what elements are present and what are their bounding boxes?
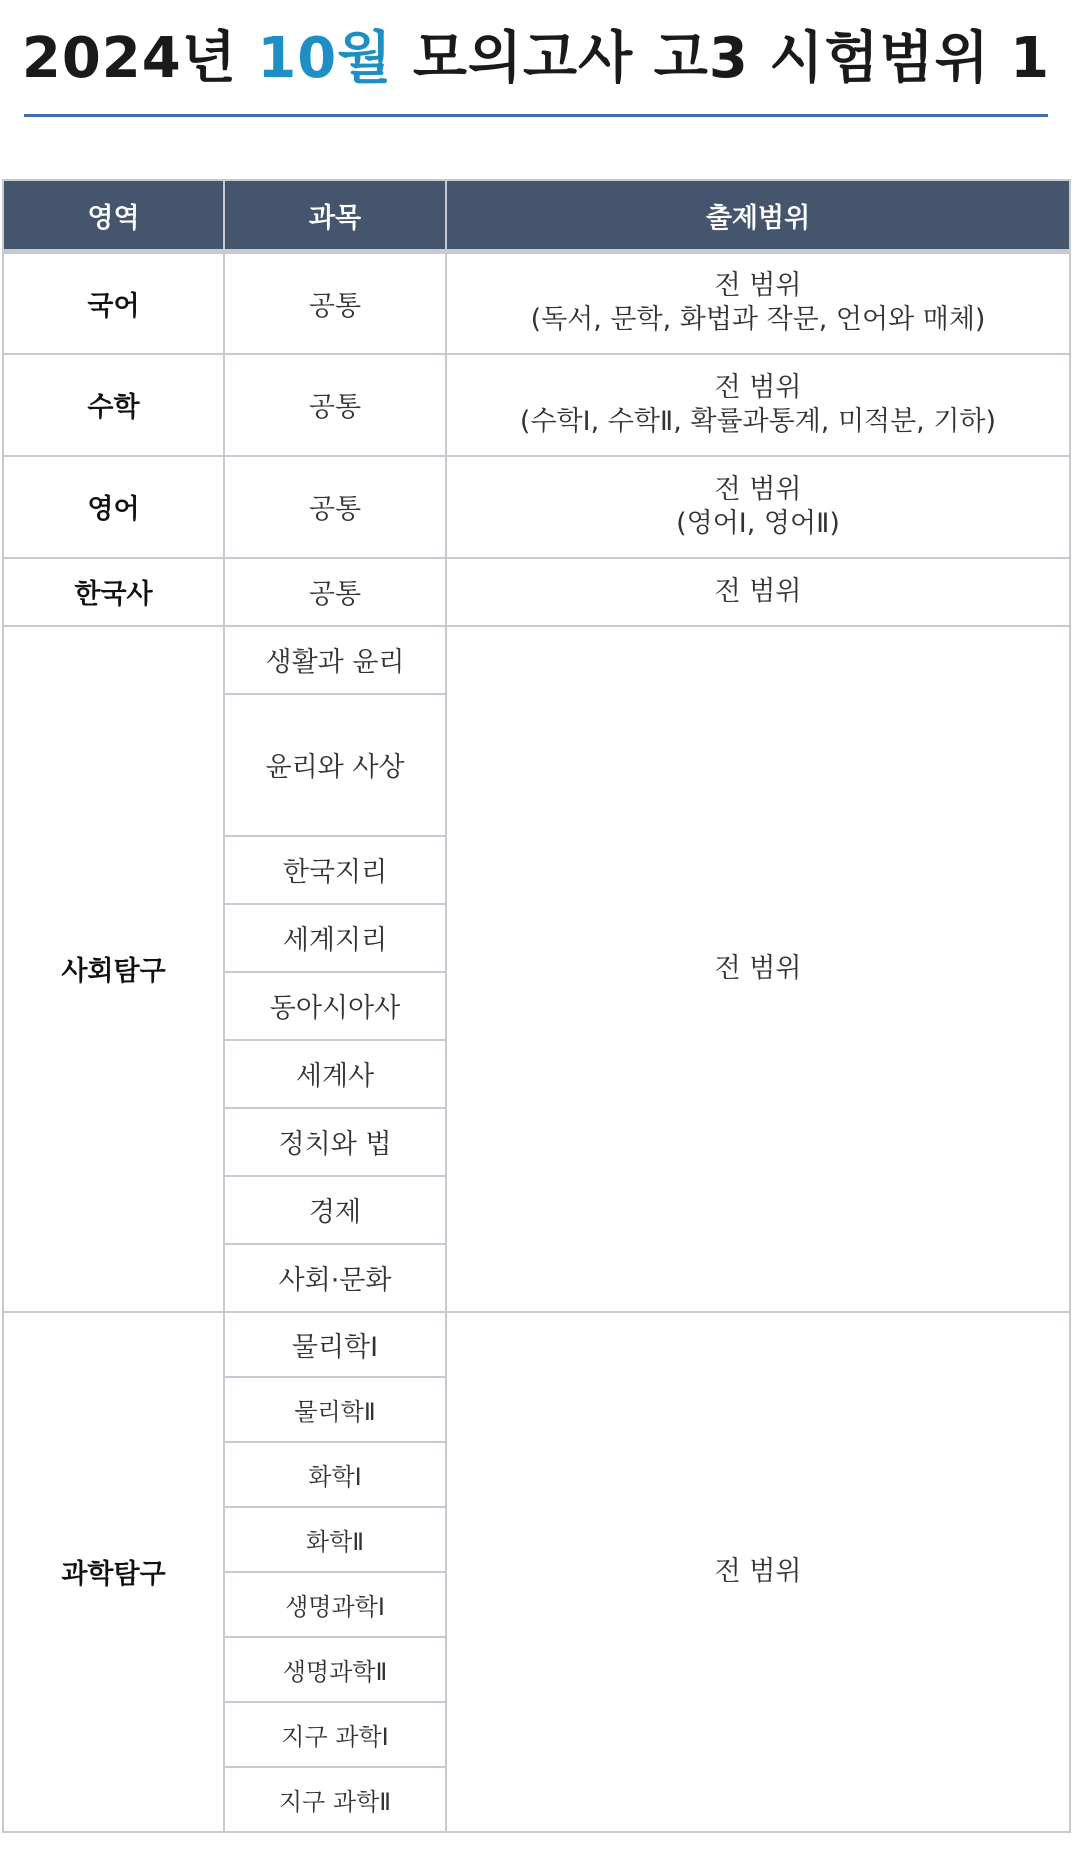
subject-cell: 화학Ⅰ — [224, 1442, 446, 1507]
range-cell: 전 범위 — [446, 626, 1070, 1312]
subject-cell: 생명과학Ⅱ — [224, 1637, 446, 1702]
area-cell: 국어 — [3, 252, 224, 354]
table-row — [3, 456, 1070, 558]
range-line: 전 범위 — [714, 473, 802, 505]
table-row — [3, 626, 1070, 694]
range-detail: (수학Ⅰ, 수학Ⅱ, 확률과통계, 미적분, 기하) — [519, 405, 997, 437]
range-line: 전 범위 — [714, 371, 802, 403]
table-header-row — [3, 180, 1070, 252]
range-cell — [446, 456, 1070, 558]
area-cell: 한국사 — [3, 558, 224, 626]
subject-cell: 화학Ⅱ — [224, 1507, 446, 1572]
subject-cell: 공통 — [224, 354, 446, 456]
range-line: 전 범위 — [714, 270, 802, 302]
table-row — [3, 354, 1070, 456]
subject-cell: 생명과학Ⅰ — [224, 1572, 446, 1637]
subject-cell: 한국지리 — [224, 836, 446, 904]
subject-cell: 정치와 법 — [224, 1108, 446, 1176]
title-prefix: 2024년 — [21, 26, 258, 91]
area-cell: 영어 — [3, 456, 224, 558]
subject-cell: 경제 — [224, 1176, 446, 1244]
range-cell: 전 범위 — [446, 1312, 1070, 1832]
range-detail: (영어Ⅰ, 영어Ⅱ) — [676, 507, 840, 539]
header-area: 영역 — [3, 180, 224, 252]
subject-cell: 윤리와 사상 — [224, 694, 446, 836]
header-subject: 과목 — [224, 180, 446, 252]
title-month: 10월 — [257, 26, 393, 91]
subject-cell: 지구 과학Ⅰ — [224, 1702, 446, 1767]
title-suffix: 모의고사 고3 시험범위 1 — [392, 26, 1051, 91]
subject-cell: 지구 과학Ⅱ — [224, 1767, 446, 1832]
subject-cell: 물리학Ⅰ — [224, 1312, 446, 1377]
subject-cell: 세계지리 — [224, 904, 446, 972]
subject-cell: 동아시아사 — [224, 972, 446, 1040]
subject-cell: 물리학Ⅱ — [224, 1377, 446, 1442]
area-cell: 사회탐구 — [3, 626, 224, 1312]
subject-cell: 세계사 — [224, 1040, 446, 1108]
subject-cell: 생활과 윤리 — [224, 626, 446, 694]
range-detail: (독서, 문학, 화법과 작문, 언어와 매체) — [530, 304, 986, 336]
page-title — [0, 14, 1072, 94]
exam-range-table — [2, 179, 1071, 1833]
range-cell: 전 범위 — [446, 558, 1070, 626]
table-row — [3, 1312, 1070, 1377]
title-divider — [24, 114, 1048, 117]
subject-cell: 사회·문화 — [224, 1244, 446, 1312]
range-cell — [446, 354, 1070, 456]
subject-cell: 공통 — [224, 558, 446, 626]
area-cell: 과학탐구 — [3, 1312, 224, 1832]
table-row — [3, 252, 1070, 354]
range-cell — [446, 252, 1070, 354]
subject-cell: 공통 — [224, 456, 446, 558]
table-row — [3, 558, 1070, 626]
header-range: 출제범위 — [446, 180, 1070, 252]
area-cell: 수학 — [3, 354, 224, 456]
subject-cell: 공통 — [224, 252, 446, 354]
